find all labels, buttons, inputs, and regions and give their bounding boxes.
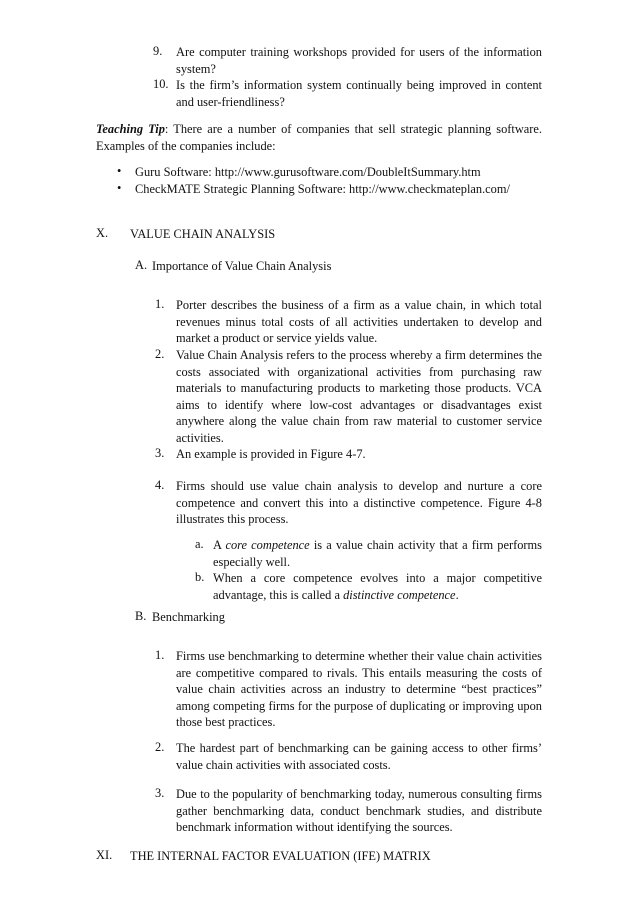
bullet-icon: •	[117, 164, 122, 178]
list-item-text: An example is provided in Figure 4-7.	[176, 447, 366, 461]
list-number: 3.	[155, 786, 165, 800]
text-segment: .	[455, 587, 459, 602]
teaching-tip-paragraph	[96, 121, 542, 154]
list-item-text: Porter describes the business of a firm as a value chain, in which total revenues minus total costs of all activities undertaken to develop and market a product or service yields value.	[176, 298, 542, 345]
sublist-letter: a.	[195, 537, 204, 551]
list-number: 1.	[155, 297, 165, 311]
list-item-text: The hardest part of benchmarking can be gaining access to other firms’ value chain activities with associated costs.	[176, 741, 542, 772]
subsection-title: Importance of Value Chain Analysis	[152, 259, 332, 273]
list-number: 9.	[153, 44, 163, 58]
bullet-icon: •	[117, 181, 122, 195]
list-item-text: Are computer training workshops provided for users of the information system?	[176, 45, 542, 76]
text-segment: A	[213, 538, 226, 552]
teaching-tip-text: : There are a number of companies that sell strategic planning software. Examples of the companies include:	[96, 122, 543, 153]
sublist-letter: b.	[195, 570, 205, 584]
section-number: XI.	[96, 848, 113, 862]
section-number: X.	[96, 226, 109, 240]
section-title: THE INTERNAL FACTOR EVALUATION (IFE) MATRIX	[130, 849, 431, 863]
list-item-text: Firms use benchmarking to determine whether their value chain activities are competitive compared to rivals. This entails measuring the costs of value chain activities across an industry to determine “best practices” among competing firms for the purpose of duplicating or improving upon those best practices.	[176, 649, 542, 729]
text-segment: When a core competence evolves into a major competitive advantage, this is called a	[213, 571, 542, 602]
list-item-text: Is the firm’s information system continually being improved in content and user-friendliness?	[176, 78, 542, 109]
bullet-text: Guru Software: http://www.gurusoftware.com/DoubleItSummary.htm	[135, 165, 481, 179]
list-number: 10.	[153, 77, 169, 91]
list-item-text: Firms should use value chain analysis to develop and nurture a core competence and convert this into a distinctive competence. Figure 4-8 illustrates this process.	[176, 479, 542, 526]
emphasized-term: distinctive competence	[343, 587, 456, 602]
bullet-text: CheckMATE Strategic Planning Software: http://www.checkmateplan.com/	[135, 182, 510, 196]
subsection-number: B.	[135, 609, 147, 623]
sublist-item-text	[213, 570, 542, 603]
emphasized-term: core competence	[225, 538, 310, 552]
sublist-item-text	[213, 537, 542, 570]
teaching-tip-label: Teaching Tip	[96, 122, 165, 136]
list-number: 3.	[155, 446, 165, 460]
list-item-text: Due to the popularity of benchmarking today, numerous consulting firms gather benchmarking data, conduct benchmark studies, and distribute benchmark information without identifying the sources.	[176, 787, 542, 834]
section-title: VALUE CHAIN ANALYSIS	[130, 227, 276, 241]
list-item-text: Value Chain Analysis refers to the process whereby a firm determines the costs associated with organizational activities from purchasing raw materials to manufacturing products to marketing those products. VCA aims to identify where low-cost advantages or disadvantages exist anywhere along the value chain from raw material to customer service activities.	[176, 348, 542, 445]
list-number: 4.	[155, 478, 165, 492]
list-number: 1.	[155, 648, 165, 662]
list-number: 2.	[155, 347, 165, 361]
subsection-number: A.	[135, 258, 148, 272]
text-segment: is a value chain activity that a firm performs especially well.	[213, 538, 542, 569]
subsection-title: Benchmarking	[152, 610, 225, 624]
list-number: 2.	[155, 740, 165, 754]
